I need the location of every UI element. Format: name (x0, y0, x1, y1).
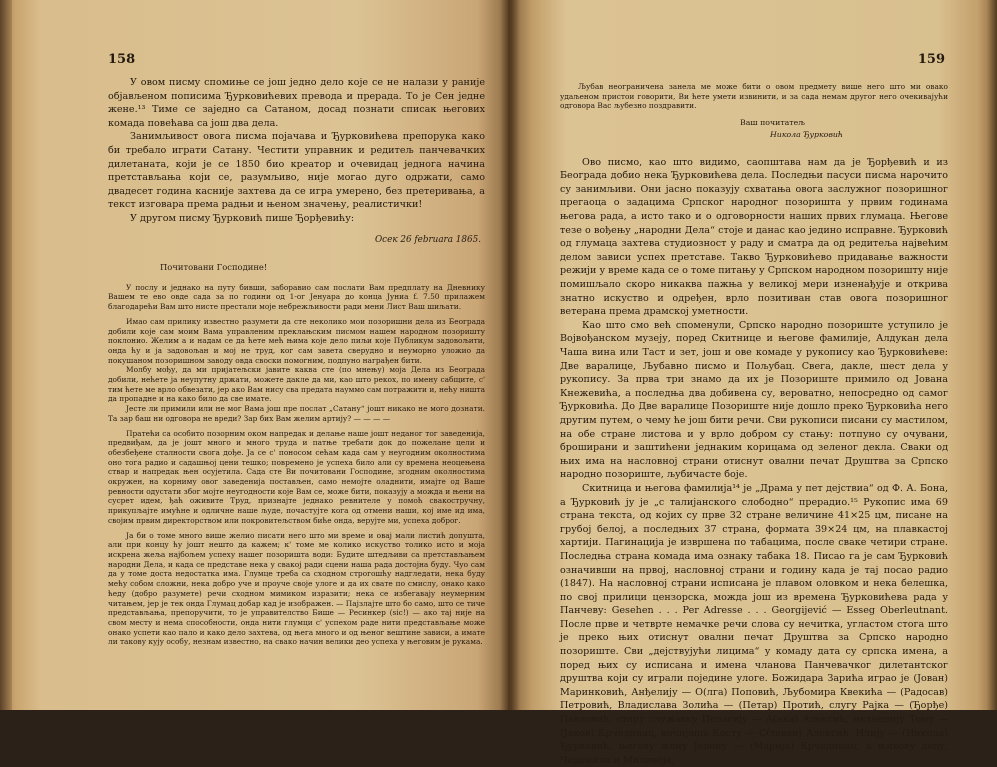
letter-paragraph: Јесте ли примили или не мог Вама још пре послат „Сатану“ јошт никако не мого дознати. Та зар баш ни одговора не вреди? Зар бих Вам желим артију? — — — — (108, 404, 485, 423)
left-page (0, 0, 508, 710)
letter-paragraph: Пратећи са особито позорним оком напредак и делање наше јошт неданог тог заведенија, предвиђам, да је јошт много и много труда и патње требати док до пожелане цели и обезбеђене сталности свога дође. Ја се с' поносом сећам када сам у неугодним околностима оно тога радио и садашњој цени тешко; повремено је успеха било али су времена неоцењена ствар и напредак њен осујетила. Сада сте Ви почитовани Господине, згодним околностима окружен, на корниму овог заведенија постављен, само немојте оладнити, имајте од Ваше ревности одустати због мојте неугодности које Вам се, може бити, показују а можда и њени на сусрет идем, ђаћ оживите Труд, признајте једнако ревнителе у помоћ свакостручну, прикупљајте имућне и одличне наше људе, почастујте кога од отмени наши, кој име ид има, својим првим директорством или покровитељством биће онда, верујте ми, успеха доброг. (108, 428, 485, 525)
letter-salutation: Почитовани Господине! (160, 262, 268, 273)
letter-paragraph: Имао сам прилику известно разумети да сте неколико мои позоришни дела из Београда добили које сам моим Вама управленим преклањским писмом нашем народном позоришту поклонио. Желим а и надам се да ћете мећ њима које дело пиљи које Публикум задовољити, онда ћу и ја задовољан и мој не труд, ког сам завета сверудно и неуморно уложио да покушаном позоришном заводу овда своски помогним, подпуно награђен бити. (108, 316, 485, 365)
letter-paragraph: У послу и једнако на путу бивши, заборавио сам послати Вам предплату на Дневнику Вашем те ево овде сада за по години од 1-ог Јенуара до конца Јуниа f. 7.50 прилажем благодарећи Вам што нисте престали моје небрежљивости ради мени Лист Ваш шиљати. (108, 282, 485, 312)
signature-line: Ваш почитатељ (740, 118, 805, 128)
book-edge-right (987, 0, 997, 710)
intro-paragraph: У овом писму спомиње се још једно дело које се не налази у раније објављеном пописима Ђурковићевих превода и прерада. То је Сен једне жене.¹³ Тиме се заједно са Сатаном, досад познати списак његових комада повећава са још два дела. (108, 77, 485, 129)
page-number-left: 158 (108, 52, 136, 67)
letter-closing: Љубав неограничена занела ме може бити о овом предмету више него што ми овако удаљеном пристои говорити, Ви ћете умети извинити, и за сада немам другог него очекивајући одговора Вас љубезно поздравити. (560, 82, 948, 111)
intro-paragraph: Занимљивост овога писма појачава и Ђурковићева препорука како би требало играти Сатану. Честити управник и редитељ панчевачких дилетаната, који је се 1850 био креатор и очевидац једнога начина претстављања који се, разумљиво, није могао дуго одржати, само двадесет година касније захтева да се игра умерено, без претеривања, а текст изговара према радњи и њеном значењу, реалистички! (108, 131, 485, 211)
signature-name: Никола Ђурковић (770, 130, 843, 140)
body-paragraph: Скитница и његова фамилија¹⁴ је „Драма у пет дејствиа“ од Ф. А. Бона, а Ђурковић ју је „с талијанского слободно“ прерадио.¹⁵ Рукопис има 69 страна текста, од којих су прве 32 стране величине 41×25 цм, писане на грубој белој, а последњих 37 страна, формата 39×24 цм, на плавкастој хартији. Пагинација је извршена по табацима, после сваке четири стране. Последња страна комада има ознаку табака 18. Писао га је сам Ђурковић означивши на првој, насловној страни и годину када је тај посао радио (1847). На насловној страни исписана је плавом оловком и нека белешка, по свој прилици цензорска, можда још из времена Ђурковићева рада у Панчеву: Gesehen . . . Per Adresse . . . Georgijević — Esseg Oberleutnant. После прве и четврте немачке речи слова су нечитка, угластом стога што је преко њих отиснут овални печат Друштва за Српско народно позориште. Сви „дејствујући лицима“ у комаду дата су српска имена, а поред њих су исписана и имена чланова Панчевачког дилетантског друштва који су играли поједине улоге. Божидара Зарића играо је (Јован) Маринковић, Анђелију — О(лга) Поповић, Љубомира Квекића — (Радосав) Петровић, Владислава Золића — (Петар) Протић, слугу Рајка — (Ђорђе) Павловић, стару служавку Пелагију — А(нка) Алексић, механџију Тому — (Јаков) Крчединац, кочијаша Косту — С(теван) Алексић, Илију — (Никола) Ђурковић, његову жену Јелену — (Марија) Крчединац, а њихову децу, Чедомила и Миливоја, (560, 482, 948, 766)
page-number-right: 159 (917, 52, 945, 67)
letter-dateline: Осек 26 februara 1865. (374, 234, 481, 245)
letter-paragraph: Молбу мођу, да ми пријатељски јавите каква сте (по мнењу) моја Дела из Београда добили, нећете ја неупутну држати, можете дакле да ми, као што рекох, по имену сабщите, с' тим ћете ме врло обвезати, јер ако Вам нису сва предата науммо сам потражити и, нећу ништа да пропадне и на како било да све имате. (108, 365, 485, 404)
book-edge-left (0, 0, 12, 710)
letter-paragraph: Ја би о томе много више желио писати него што ми време и овај мали листић допушта, али при концу ћу јошт нешто да кажем; к' томе ме колико искуство толико исто и моја искрена жеља најбољем успеху нашег позоришта води: Будите штедљиви са претстављањем народни Дела, и када се представе нека у свакој ради сцени наша рада достојна буду. Чуо сам да у томе доста недостатка има. Глумце треба са сходном строгошћу надгледати, нека буду мећу собом сложни, нека добро уче и проуче своје улоге и да их свате по смислу, онако како ћеду (добро разумете) речи сходном мимиком изразити; нека се избегавају неумерним читањем, јер је тек онда Глумац добар кад је изображен. — Пајзлајте што бо само, што се тиче представљања, препоручити, то је управителство Бише — Ресинкер (sic!) — ако тај није на свом месту и нема способности, онда нити глумци с' успехом раде нити представљање може онако успети као пало и како дело захтева, од њега много и од њеног вештине зависи, а имате ли такову кују особу, незнам известно, на свако начин велики део успеха у његовим је рукама. (108, 530, 485, 647)
body-paragraph: Ово писмо, као што видимо, саопштава нам да је Ђорђевић и из Београда добио нека Ђурковићева дела. Последњи пасуси писма нарочито су занимљиви. Они јасно показују схватања овога заслужног позоришног прегаоца о задацима Српског народног позоришта у првим годинама његова рада, а исто тако и о одговорности наших првих глумаца. Његове тезе о вођењу „народни Дела“ стоје и данас као једино исправне. Ђурковић од глумаца захтева студиозност у раду и сматра да од редитеља највећим делом зависи успех претставе. Такво Ђурковићево придавање важности режији у време када се о томе питању у Српском народном позоришту није помишљало скоро никаква пажња у великој мери изненађује и открива знатно искуство и одређен, врло позитиван став овога позоришног ветерана према драмској уметности. (560, 156, 948, 318)
body-paragraph: Као што смо већ споменули, Српско народно позориште уступило је Војвођанском музеју, поред Скитнице и његове фамилије, Алдукан дела Чаша вина или Таст и зет, још и ове комаде у рукопису као Ђурковићеве: Две варалице, Љубавно писмо и Пољубац. Свега, дакле, шест дела у рукопису. За прва три знамо да их је Позориште примило од Јована Кнежевића, а последња два добивена су, вероватно, непосредно од самог Ђурковића. До Две варалице Позориште није дошло преко Ђурковића него другим путем, о чему ће још бити речи. Сви рукописи писани су мастилом, на обе стране листова и у врло добром су стању: потпуно су очувани, броширани и заштићени једнаким корицама од зеленог декла. Сваки од њих има на насловној страни отиснут овални печат Друштва за Српско народно позориште, љубичасте боје. (560, 319, 948, 481)
left-page-text (108, 76, 485, 647)
book-gutter (500, 0, 520, 710)
right-page-text (560, 68, 948, 767)
intro-paragraph: У другом писму Ђурковић пише Ђорђевићу: (130, 212, 355, 224)
